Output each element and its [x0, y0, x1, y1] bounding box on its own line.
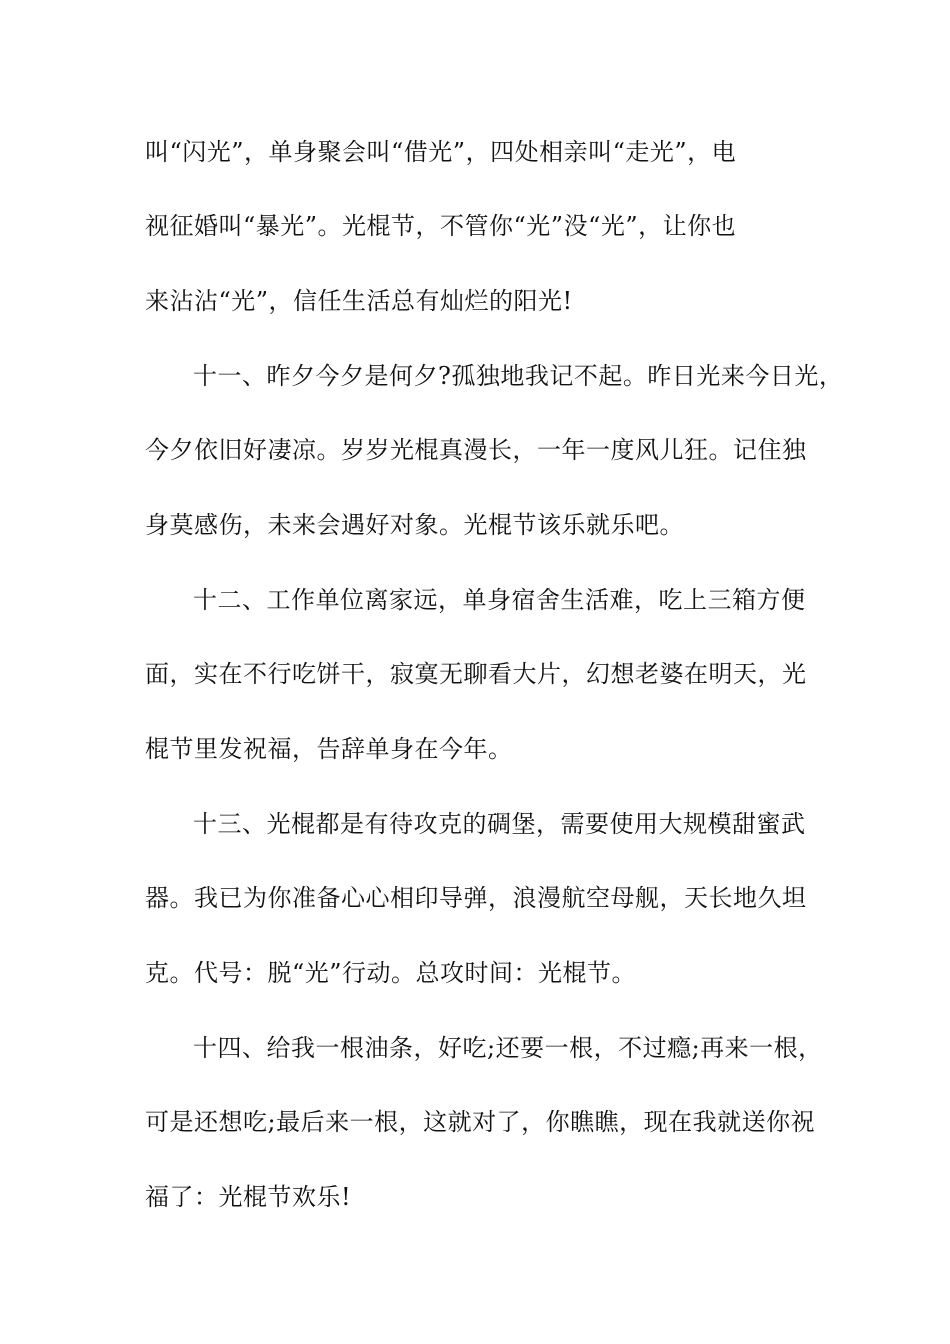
text-line: 视征婚叫“暴光”。光棍节，不管你“光”没“光”，让你也 — [145, 212, 737, 240]
text-line: 今夕依旧好凄凉。岁岁光棍真漫长，一年一度风儿狂。记住独 — [145, 436, 807, 464]
text-line: 可是还想吃;最后来一根，这就对了，你瞧瞧，现在我就送你祝 — [145, 1108, 816, 1136]
text-line: 来沾沾“光”，信任生活总有灿烂的阳光! — [145, 287, 573, 315]
text-line: 面，实在不行吃饼干，寂寞无聊看大片，幻想老婆在明天，光 — [145, 660, 807, 688]
paragraph-start-line: 十四、给我一根油条，好吃;还要一根，不过瘾;再来一根， — [193, 1034, 823, 1062]
text-line: 克。代号：脱“光”行动。总攻时间：光棍节。 — [145, 959, 637, 987]
text-line: 叫“闪光”，单身聚会叫“借光”，四处相亲叫“走光”，电 — [145, 138, 737, 166]
text-line: 身莫感伤，未来会遇好对象。光棍节该乐就乐吧。 — [145, 511, 684, 539]
paragraph-start-line: 十二、工作单位离家远，单身宿舍生活难，吃上三箱方便 — [193, 586, 806, 614]
paragraph-start-line: 十一、昨夕今夕是何夕?孤独地我记不起。昨日光来今日光， — [193, 362, 844, 390]
text-line: 福了：光棍节欢乐! — [145, 1183, 352, 1211]
text-line: 器。我已为你准备心心相印导弹，浪漫航空母舰，天长地久坦 — [145, 884, 807, 912]
text-line: 棍节里发祝福，告辞单身在今年。 — [145, 735, 513, 763]
paragraph-start-line: 十三、光棍都是有待攻克的碉堡，需要使用大规模甜蜜武 — [193, 810, 806, 838]
